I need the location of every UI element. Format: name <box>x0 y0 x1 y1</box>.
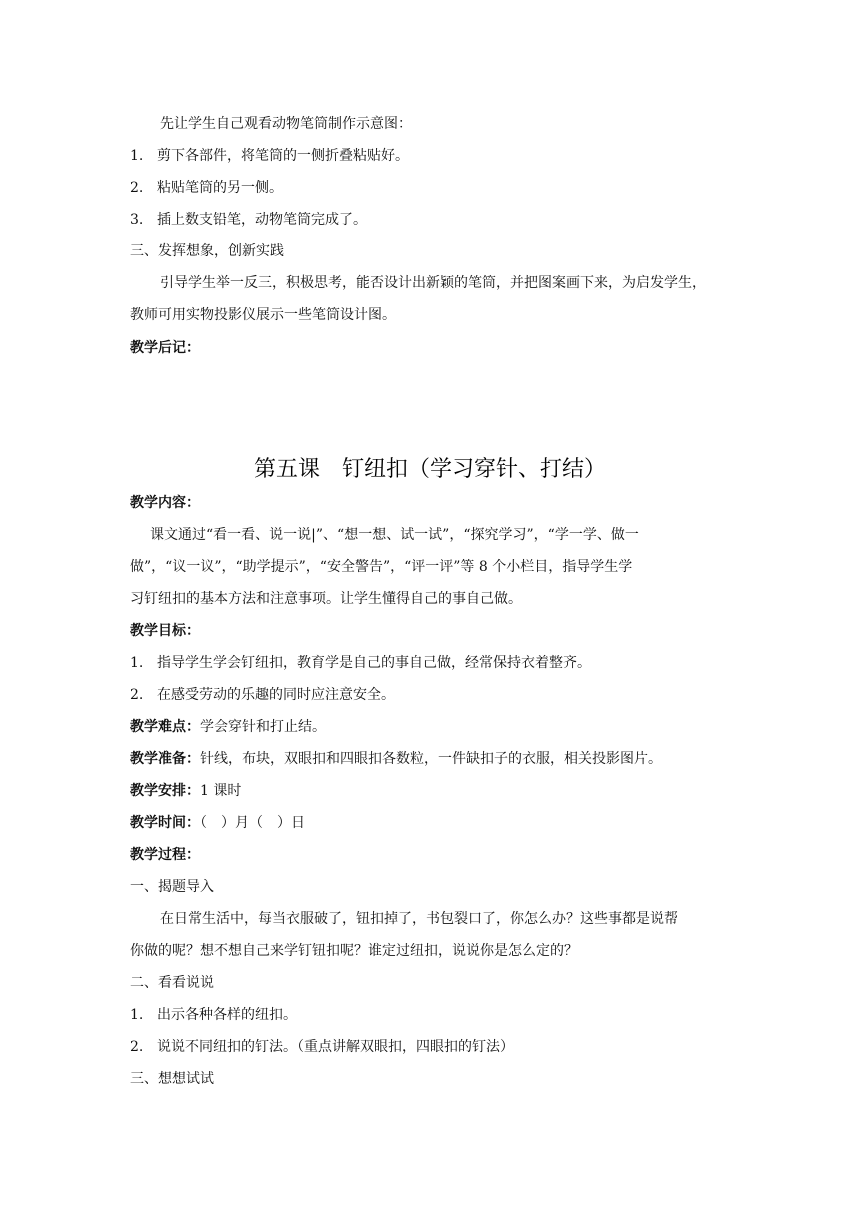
list-text: 说说不同纽扣的钉法。（重点讲解双眼扣，四眼扣的钉法） <box>157 1039 514 1055</box>
process-label: 教学过程： <box>130 847 200 863</box>
list-item <box>130 210 367 230</box>
list-number: 3. <box>130 212 144 228</box>
list-text: 指导学生学会钉纽扣，教育学是自己的事自己做，经常保持衣着整齐。 <box>157 655 591 671</box>
paragraph-line: 教师可用实物投影仪展示一些笔筒设计图。 <box>130 307 396 323</box>
goals-label: 教学目标： <box>130 623 200 639</box>
list-text: 插上数支铅笔，动物笔筒完成了。 <box>157 212 367 228</box>
paragraph-line: 引导学生举一反三，积极思考，能否设计出新颖的笔筒，并把图案画下来，为启发学生， <box>160 275 706 291</box>
prep-text: 针线，布块，双眼扣和四眼扣各数粒，一件缺扣子的衣服，相关投影图片。 <box>200 751 662 767</box>
paragraph-line: 课文通过“看一看、说一说|”、“想一想、试一试”，“探究学习”，“学一学、做一 <box>150 527 639 543</box>
list-text: 出示各种各样的纽扣。 <box>157 1007 297 1023</box>
list-number: 2. <box>130 687 144 703</box>
list-number: 1. <box>130 655 144 671</box>
section-heading: 二、看看说说 <box>130 975 214 991</box>
paragraph-line: 你做的呢？想不想自己来学钉钮扣呢？谁定过纽扣，说说你是怎么定的？ <box>130 943 578 959</box>
section-heading: 三、想想试试 <box>130 1071 214 1087</box>
time-row <box>130 813 305 833</box>
list-text: 剪下各部件，将笔筒的一侧折叠粘贴好。 <box>157 148 409 164</box>
list-item <box>130 178 283 198</box>
list-number: 1. <box>130 1007 144 1023</box>
paragraph-line: 习钉纽扣的基本方法和注意事项。让学生懂得自己的事自己做。 <box>130 591 522 607</box>
list-item <box>130 1037 514 1057</box>
intro-paragraph: 先让学生自己观看动物笔筒制作示意图： <box>160 116 412 132</box>
lesson-title: 第五课 钉纽扣（学习穿针、打结） <box>253 457 606 482</box>
difficulty-label: 教学难点： <box>130 719 200 735</box>
list-item <box>130 1005 297 1025</box>
list-text: 粘贴笔筒的另一侧。 <box>157 180 283 196</box>
paragraph-line: 做”，“议一议”，“助学提示”，“安全警告”，“评一评”等 8 个小栏目，指导学生学 <box>130 559 633 575</box>
paragraph-line: 在日常生活中，每当衣服破了，钮扣掉了，书包裂口了，你怎么办？这些事都是说帮 <box>160 911 678 927</box>
time-label: 教学时间： <box>130 815 200 831</box>
list-text: 在感受劳动的乐趣的同时应注意安全。 <box>157 687 395 703</box>
content-label: 教学内容： <box>130 495 200 511</box>
list-number: 1. <box>130 148 144 164</box>
difficulty-text: 学会穿针和打止结。 <box>200 719 326 735</box>
list-item <box>130 653 591 673</box>
schedule-row <box>130 781 241 801</box>
prep-label: 教学准备： <box>130 751 200 767</box>
time-text: （ ）月（ ）日 <box>200 815 305 831</box>
difficulty-row <box>130 717 326 737</box>
list-item <box>130 146 409 166</box>
section-heading: 三、发挥想象，创新实践 <box>130 243 284 259</box>
section-heading: 一、揭题导入 <box>130 879 214 895</box>
postscript-label: 教学后记： <box>130 340 200 356</box>
schedule-text: 1 课时 <box>200 783 242 799</box>
list-number: 2. <box>130 1039 144 1055</box>
schedule-label: 教学安排： <box>130 783 200 799</box>
list-number: 2. <box>130 180 144 196</box>
list-item <box>130 685 395 705</box>
prep-row <box>130 749 662 769</box>
